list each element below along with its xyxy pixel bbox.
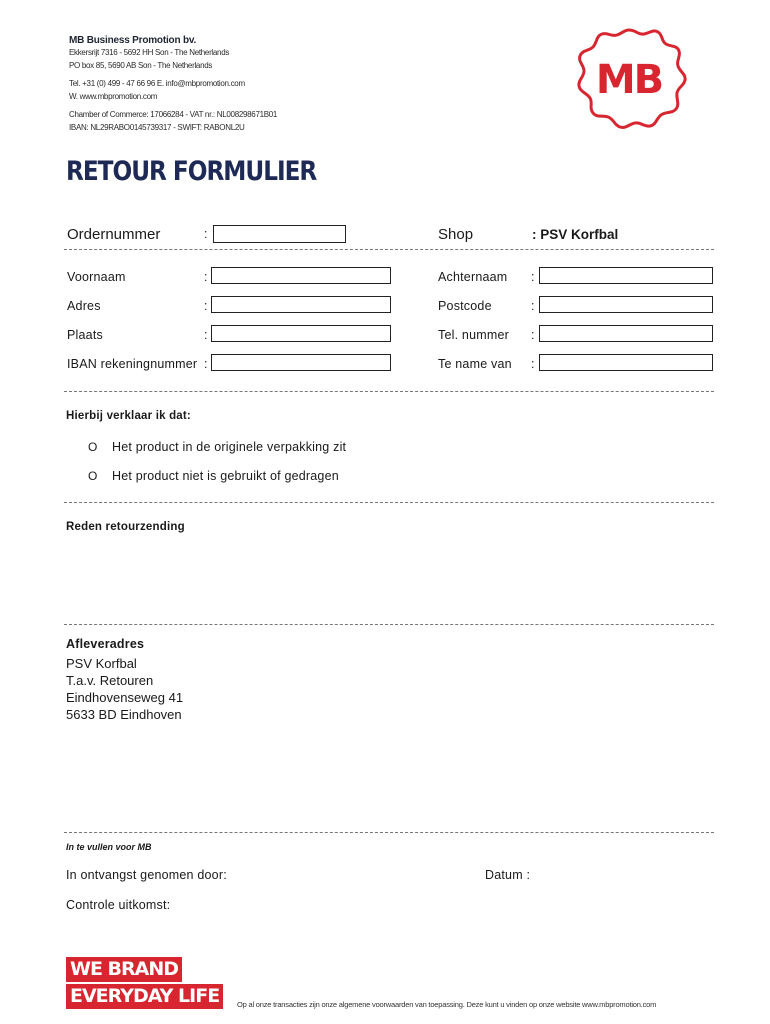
separator (64, 624, 714, 625)
address-input[interactable] (211, 296, 391, 313)
company-address-line-1: Ekkersrijt 7316 - 5692 HH Son - The Netherlands (69, 48, 230, 57)
account-holder-label: Te name van (438, 357, 512, 371)
phone-colon: : (531, 328, 535, 342)
declaration-heading: Hierbij verklaar ik dat: (66, 410, 191, 422)
delivery-address-line: 5633 BD Eindhoven (66, 707, 182, 722)
separator (64, 832, 714, 833)
iban-label: IBAN rekeningnummer (67, 357, 198, 371)
shop-label: Shop (438, 226, 474, 243)
shop-value: : PSV Korfbal (532, 227, 619, 242)
date-label: Datum : (485, 868, 531, 882)
phone-label: Tel. nummer (438, 328, 509, 342)
declaration-item-original-packaging: Het product in de originele verpakking zit (112, 440, 347, 454)
order-number-label: Ordernummer (67, 226, 161, 243)
first-name-colon: : (204, 270, 208, 284)
delivery-address-line: T.a.v. Retouren (66, 673, 154, 688)
form-title: RETOUR FORMULIER (66, 156, 317, 187)
phone-input[interactable] (539, 325, 713, 342)
slogan-line-2: EVERYDAY LIFE (66, 984, 223, 1009)
reason-text-area[interactable] (66, 540, 714, 618)
company-chamber-line: Chamber of Commerce: 17066284 - VAT nr.: NL008298671B01 (69, 110, 278, 119)
checkbox-icon[interactable]: O (88, 440, 98, 454)
check-result-label: Controle uitkomst: (66, 898, 171, 912)
order-number-colon: : (204, 227, 208, 241)
separator (64, 391, 714, 392)
company-address-line-2: PO box 85, 5690 AB Son - The Netherlands (69, 61, 213, 70)
internal-heading: In te vullen voor MB (66, 842, 152, 852)
order-number-input[interactable] (213, 225, 346, 243)
iban-colon: : (204, 357, 208, 371)
delivery-address (66, 655, 183, 723)
separator (64, 502, 714, 503)
declaration-item-unused: Het product niet is gebruikt of gedragen (112, 469, 339, 483)
mb-logo (568, 26, 690, 132)
delivery-heading: Afleveradres (66, 637, 145, 651)
delivery-address-line: Eindhovenseweg 41 (66, 690, 184, 705)
company-contact-line: Tel. +31 (0) 499 - 47 66 96 E. info@mbpromotion.com (69, 79, 245, 88)
reason-heading: Reden retourzending (66, 521, 185, 533)
mb-logo-text: MB (595, 57, 663, 103)
city-input[interactable] (211, 325, 391, 342)
checkbox-icon[interactable]: O (88, 469, 98, 483)
company-name: MB Business Promotion bv. (69, 35, 197, 46)
address-colon: : (204, 299, 208, 313)
account-holder-input[interactable] (539, 354, 713, 371)
last-name-label: Achternaam (438, 270, 508, 284)
iban-input[interactable] (211, 354, 391, 371)
delivery-address-line: PSV Korfbal (66, 656, 137, 671)
slogan-line-1: WE BRAND (66, 957, 182, 982)
last-name-input[interactable] (539, 267, 713, 284)
postcode-colon: : (531, 299, 535, 313)
postcode-input[interactable] (539, 296, 713, 313)
postcode-label: Postcode (438, 299, 492, 313)
separator (64, 249, 714, 250)
company-web-line: W. www.mbpromotion.com (69, 92, 158, 101)
company-iban-line: IBAN: NL29RABO0145739317 - SWIFT: RABONL2U (69, 123, 245, 132)
city-colon: : (204, 328, 208, 342)
city-label: Plaats (67, 328, 103, 342)
first-name-input[interactable] (211, 267, 391, 284)
account-holder-colon: : (531, 357, 535, 371)
last-name-colon: : (531, 270, 535, 284)
received-by-label: In ontvangst genomen door: (66, 868, 227, 882)
address-label: Adres (67, 299, 101, 313)
footer-note: Op al onze transacties zijn onze algemene voorwaarden van toepassing. Deze kunt u vinden op onze website www.mbpromotion.com (237, 1000, 657, 1009)
first-name-label: Voornaam (67, 270, 126, 284)
